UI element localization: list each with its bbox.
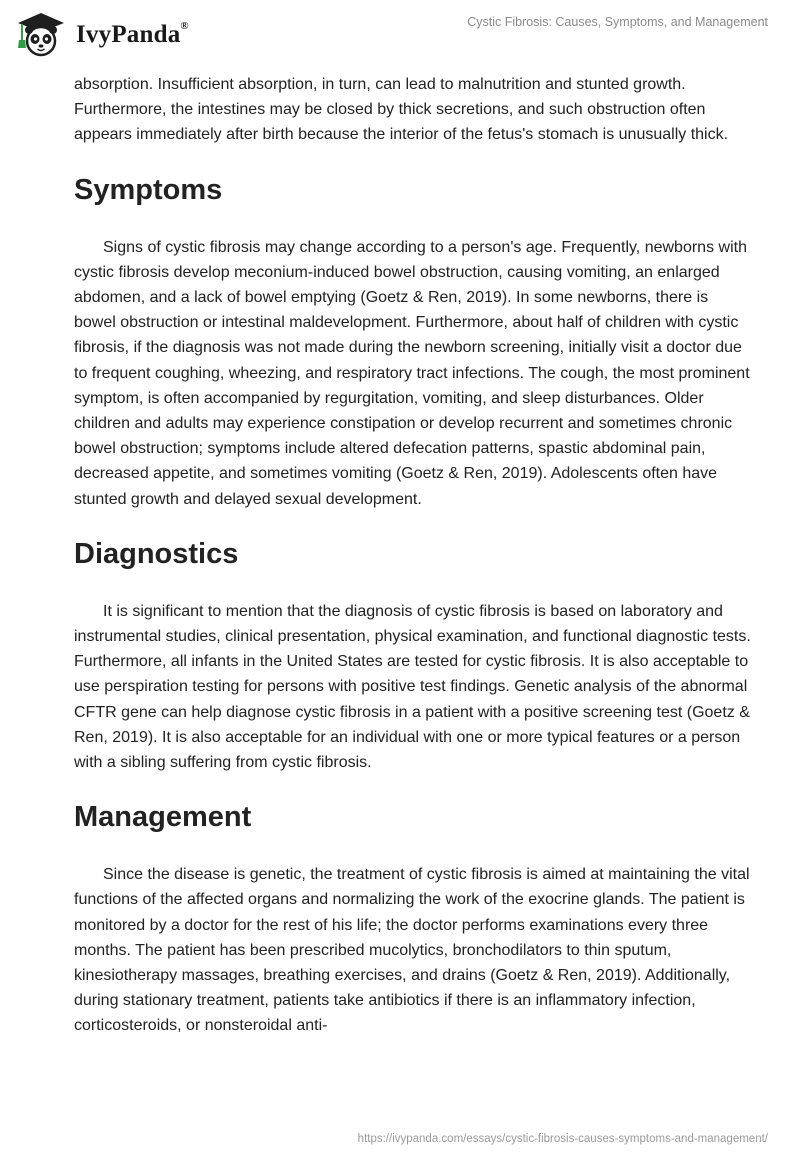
management-paragraph: Since the disease is genetic, the treatment of cystic fibrosis is aimed at maintaining the vital functions of the affected organs and normalizing the work of the exocrine glands. The patient is monitored by a doctor for the rest of his life; the doctor performs examinations every three months. The patient has been prescribed mucolytics, bronchodilators to thin sputum, kinesiotherapy massages, breathing exercises, and drains (Goetz & Ren, 2019). Additionally, during stationary treatment, patients take antibiotics if there is an inflammatory infection, corticosteroids, or nonsteroidal anti- bbox=[74, 866, 750, 1035]
ivypanda-logo[interactable] bbox=[14, 8, 204, 60]
logo-text: IvyPanda® bbox=[76, 19, 189, 48]
panda-graduate-icon bbox=[14, 8, 68, 58]
essay-title: Cystic Fibrosis: Causes, Symptoms, and Management bbox=[467, 15, 768, 29]
section-heading-symptoms: Symptoms bbox=[74, 173, 223, 206]
section-heading-diagnostics: Diagnostics bbox=[74, 537, 239, 570]
intro-paragraph: absorption. Insufficient absorption, in turn, can lead to malnutrition and stunted growth. Furthermore, the intestines may be closed by thick secretions, and such obstruction often appears immediately after birth because the interior of the fetus's stomach is unusually thick. bbox=[74, 76, 729, 144]
essay-body bbox=[74, 70, 754, 1039]
page-header bbox=[0, 0, 800, 70]
diagnostics-paragraph: It is significant to mention that the diagnosis of cystic fibrosis is based on laboratory and instrumental studies, clinical presentation, physical examination, and functional diagnostic tests. Furthermore, all infants in the United States are tested for cystic fibrosis. It is also acceptable to use perspiration testing for persons with positive test findings. Genetic analysis of the abnormal CFTR gene can help diagnose cystic fibrosis in a patient with a positive screening test (Goetz & Ren, 2019). It is also acceptable for an individual with one or more typical features or a person with a sibling suffering from cystic fibrosis. bbox=[74, 602, 751, 772]
source-url[interactable]: https://ivypanda.com/essays/cystic-fibrosis-causes-symptoms-and-management/ bbox=[357, 1133, 768, 1145]
symptoms-paragraph: Signs of cystic fibrosis may change according to a person's age. Frequently, newborns with cystic fibrosis develop meconium-induced bowel obstruction, causing vomiting, an enlarged abdomen, and a lack of bowel emptying (Goetz & Ren, 2019). In some newborns, there is bowel obstruction or intestinal maldevelopment. Furthermore, about half of children with cystic fibrosis, if the diagnosis was not made during the newborn screening, initially visit a doctor due to frequent coughing, wheezing, and respiratory tract infections. The cough, the most prominent symptom, is often accompanied by regurgitation, vomiting, and sleep disturbances. Older children and adults may experience constipation or develop recurrent and sometimes chronic bowel obstruction; symptoms include altered defecation patterns, spastic abdominal pain, decreased appetite, and sometimes vomiting (Goetz & Ren, 2019). Adolescents often have stunted growth and delayed sexual development. bbox=[74, 238, 750, 508]
section-heading-management: Management bbox=[74, 801, 252, 834]
